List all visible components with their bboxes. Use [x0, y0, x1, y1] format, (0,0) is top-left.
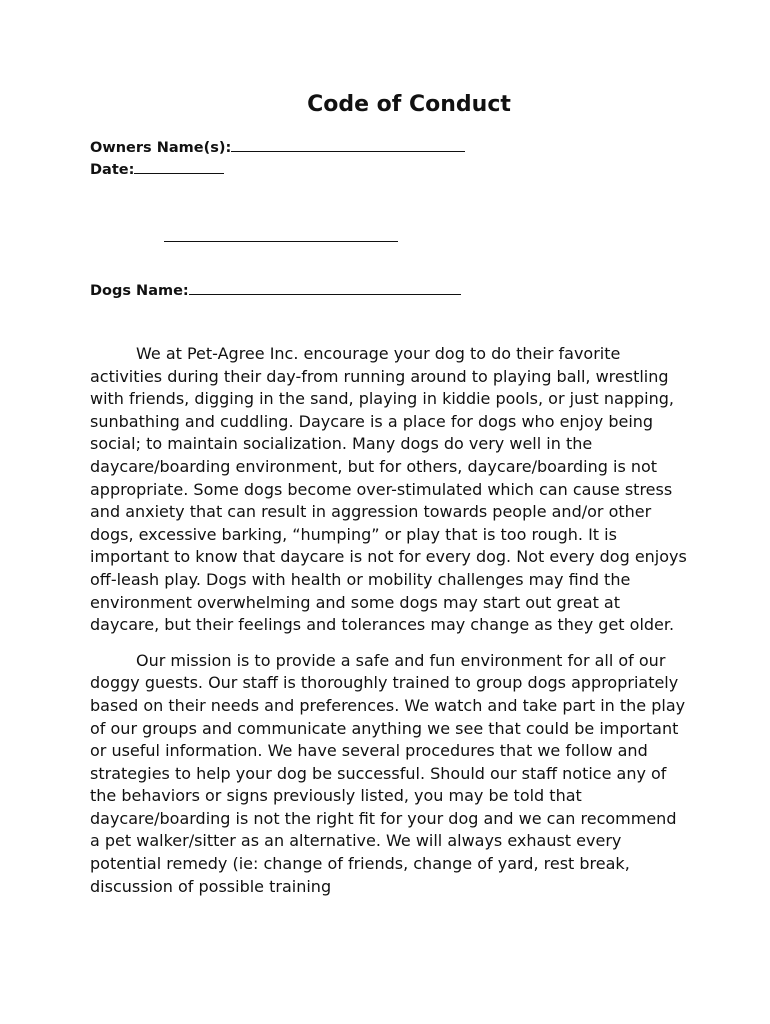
date-label: Date:: [90, 162, 135, 178]
owners-name-blank: [231, 137, 465, 152]
date-blank: [134, 159, 224, 174]
body-text: [90, 343, 690, 911]
owners-name-field: [90, 137, 465, 156]
owners-name-label: Owners Name(s):: [90, 140, 232, 156]
dogs-name-label: Dogs Name:: [90, 283, 189, 299]
signature-blank: [164, 241, 398, 242]
paragraph-mission: Our mission is to provide a safe and fun environment for all of our doggy guests. Our staff is thoroughly trained to group dogs appropriately based on their needs and preferences. We watch and take part in the play of our groups and communicate anything we see that could be important or useful information. We have several procedures that we follow and strategies to help your dog be successful. Should our staff notice any of the behaviors or signs previously listed, you may be told that daycare/boarding is not the right fit for your dog and we can recommend a pet walker/sitter as an alternative. We will always exhaust every potential remedy (ie: change of friends, change of yard, rest break, discussion of possible training: [90, 650, 686, 896]
date-field: [90, 159, 224, 178]
dogs-name-field: [90, 280, 461, 299]
document-title: Code of Conduct: [307, 92, 511, 117]
dogs-name-blank: [189, 280, 461, 295]
paragraph-intro: We at Pet-Agree Inc. encourage your dog to do their favorite activities during their day-from running around to playing ball, wrestling with friends, digging in the sand, playing in kiddie pools, or just napping, sunbathing and cuddling. Daycare is a place for dogs who enjoy being social; to maintain socialization. Many dogs do very well in the daycare/boarding environment, but for others, daycare/boarding is not appropriate. Some dogs become over-stimulated which can cause stress and anxiety that can result in aggression towards people and/or other dogs, excessive barking, “humping” or play that is too rough. It is important to know that daycare is not for every dog. Not every dog enjoys off-leash play. Dogs with health or mobility challenges may find the environment overwhelming and some dogs may start out great at daycare, but their feelings and tolerances may change as they get older.: [90, 344, 687, 635]
